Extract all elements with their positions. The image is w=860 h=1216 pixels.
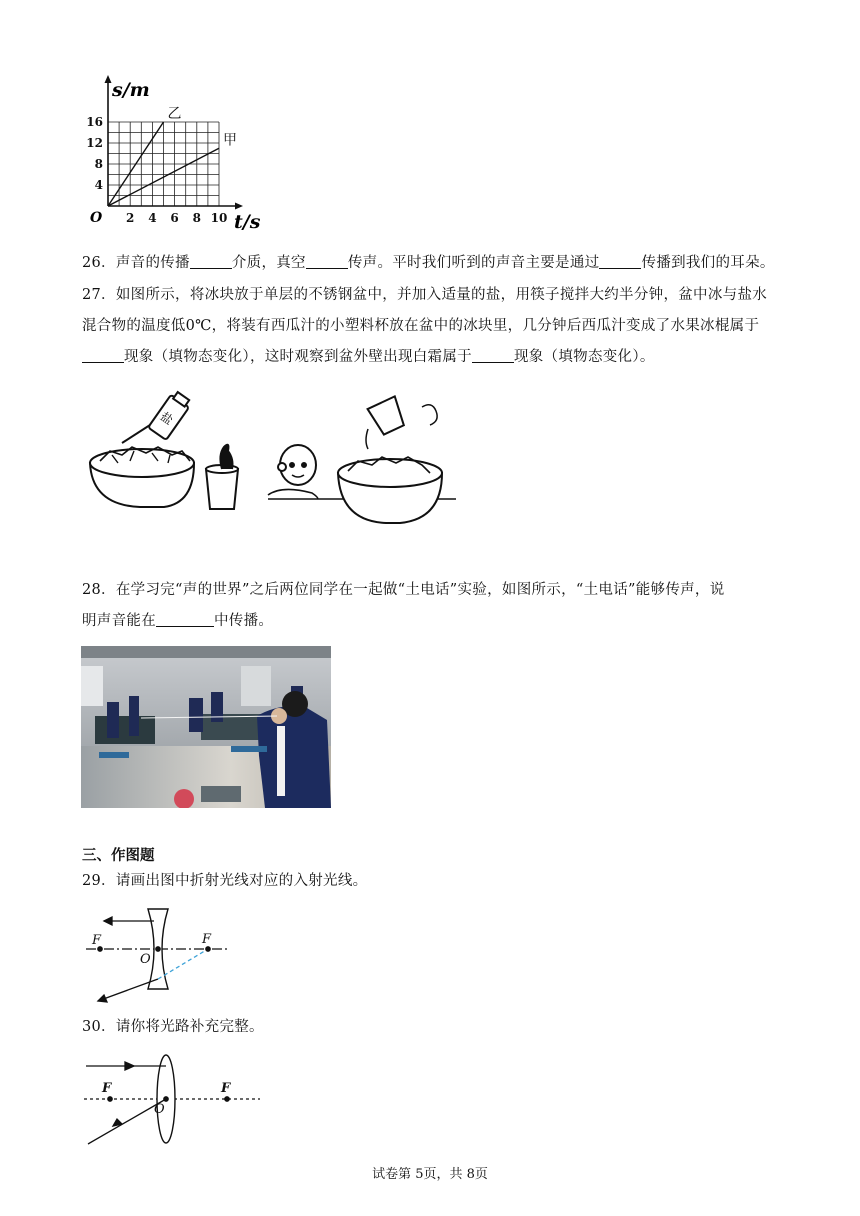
x-tick-label: 6 [170,211,179,225]
x-tick-label: 8 [192,211,201,225]
y-tick-label: 8 [94,157,103,171]
question-26: 26．声音的传播 介质，真空 传声。平时我们听到的声音主要是通过 传播到我们的耳朵。 [82,255,775,271]
y-axis-label: s/m [112,79,150,101]
graph-grid [108,122,219,206]
focus-right-label: F [221,1081,231,1096]
x-tick-label: 4 [148,211,157,225]
x-axis-label: t/s [234,211,261,233]
focus-left-label: F [102,1081,112,1096]
x-tick-label: 10 [210,211,228,225]
origin-label: O [90,210,103,226]
graph-series [108,106,237,206]
series-label: 乙 [167,106,182,122]
y-tick-label: 16 [86,115,103,129]
question-27: 27．如图所示，将冰块放于单层的不锈钢盆中，并加入适量的盐，用筷子搅拌大约半分钟，盆中冰与盐水 混合物的温度低0℃，将装有西瓜汁的小塑料杯放在盆中的冰块里，几分钟后西瓜汁变成了水果冰棍属于 现象（填物态变化），这时观察到盆外壁出现白霜属于 现象（填物态变化）。 [82,287,768,365]
y-axis-arrow [105,75,112,83]
salt-label: 盐 [157,409,176,428]
string-telephone-photo [81,646,331,808]
x-axis-arrow [235,203,243,210]
question-28: 28．在学习完“声的世界”之后两位同学在一起做“土电话”实验，如图所示，“土电话”能够传声，说 明声音能在 中传播。 [82,582,725,629]
y-tick-label: 4 [94,178,103,192]
focus-right-label: F [202,932,212,947]
answer-blank[interactable] [82,348,124,363]
st-graph [82,70,282,240]
series-label: 甲 [223,132,237,149]
question-29: 29．请画出图中折射光线对应的入射光线。 [82,873,368,889]
answer-blank[interactable] [472,348,514,363]
focus-left-label: F [92,933,102,948]
answer-blank[interactable] [599,254,641,269]
answer-blank[interactable] [190,254,232,269]
question-30: 30．请你将光路补充完整。 [82,1019,264,1035]
ice-bowl-illustration [82,385,462,530]
page-footer: 试卷第 5页，共 8页 [372,1167,488,1182]
y-tick-label: 12 [86,136,103,150]
optical-center-label: O [154,1102,165,1117]
answer-blank[interactable] [306,254,348,269]
convex-lens-diagram [82,1052,262,1152]
concave-lens-diagram [82,905,232,1005]
optical-center-label: O [140,952,151,967]
x-tick-label: 2 [126,211,135,225]
answer-blank[interactable] [156,612,214,627]
section-heading: 三、作图题 [82,847,155,864]
